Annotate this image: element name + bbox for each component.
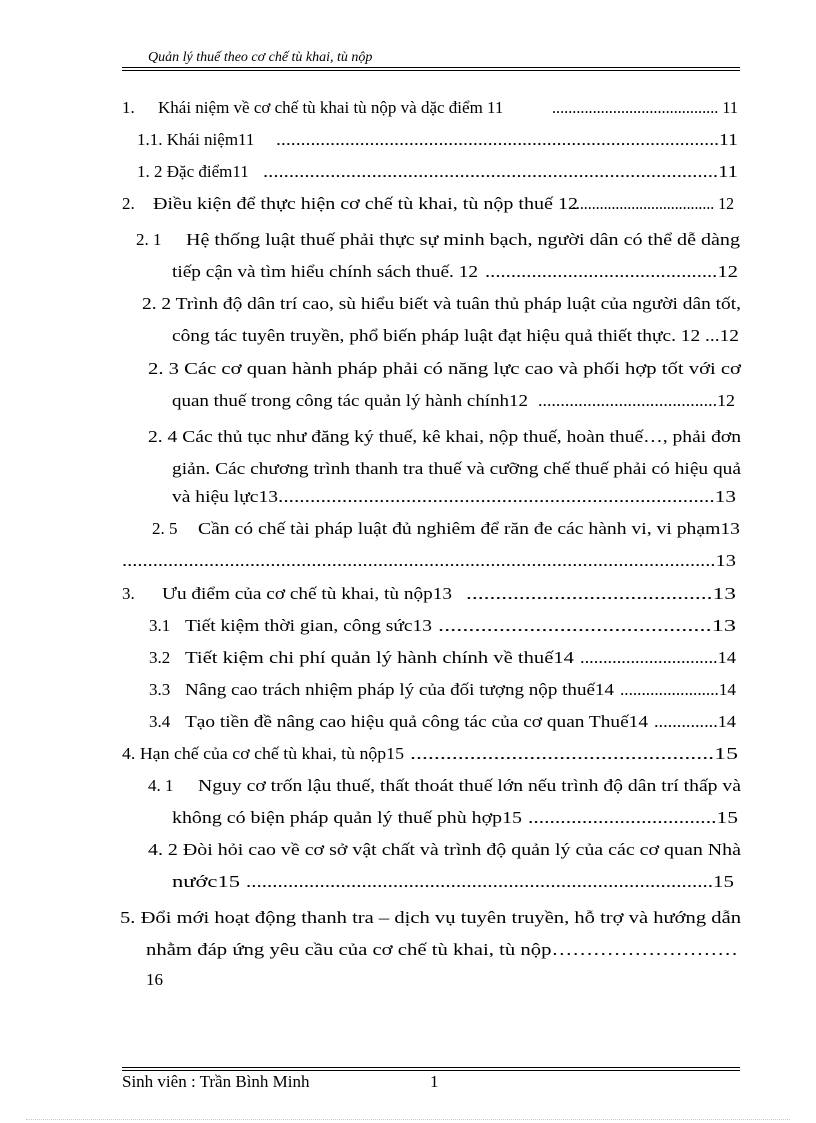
toc-text: Tạo tiền đề nâng cao hiệu quả công tác của cơ quan Thuế14 (185, 712, 648, 731)
toc-line (0, 324, 816, 348)
toc-line (0, 96, 816, 120)
toc-line (0, 646, 816, 670)
toc-text: ...................................................15 (410, 744, 738, 763)
toc-text: Tiết kiệm chi phí quản lý hành chính về thuế14 (185, 648, 574, 667)
toc-text: Điều kiện để thực hiện cơ chế tù khai, tù nộp thuế 12 (153, 194, 578, 213)
toc-line (0, 582, 816, 606)
toc-text: Hệ thống luật thuế phải thực sự minh bạch, người dân có thể dễ dàng (186, 230, 740, 249)
toc-text: giản. Các chương trình thanh tra thuế và cưỡng chế thuế phải có hiệu quả (172, 459, 741, 478)
toc-text: Nguy cơ trốn lậu thuế, thất thoát thuế lớn nếu trình độ dân trí thấp và (198, 776, 741, 795)
toc-line (0, 389, 816, 413)
toc-text: ..............................14 (580, 648, 736, 667)
toc-line (0, 678, 816, 702)
toc-text: .......................14 (620, 680, 736, 699)
toc-text: ...................................15 (528, 808, 738, 827)
toc-text: ..................................... 12 (568, 194, 734, 213)
page-edge (26, 1119, 790, 1120)
toc-text: 3.2 (149, 648, 171, 667)
toc-text: 3.3 (149, 680, 171, 699)
toc-line (0, 260, 816, 284)
toc-line (0, 457, 816, 481)
toc-line (0, 192, 816, 216)
toc-text: 1. (122, 98, 135, 117)
toc-line (0, 614, 816, 638)
toc-text: nước15 (172, 872, 240, 891)
toc-text: 16 (146, 970, 163, 989)
toc-line (0, 485, 816, 509)
toc-line (0, 710, 816, 734)
toc-text: ....................................................................................................................13 (122, 551, 736, 570)
toc-text: 4. 2 Đòi hỏi cao về cơ sở vật chất và trình độ quản lý của các cơ quan Nhà (148, 840, 741, 859)
toc-text: 4. Hạn chế của cơ chế tù khai, tù nộp15 (122, 744, 404, 763)
toc-text: 1. 2 Đặc điểm11 (137, 162, 249, 181)
toc-line (0, 806, 816, 830)
toc-text: 2. 4 Các thủ tục như đăng ký thuế, kê khai, nộp thuế, hoàn thuế…, phải đơn (148, 427, 741, 446)
toc-line (0, 549, 816, 573)
toc-text: 3.4 (149, 712, 171, 731)
header-rule-thin (122, 70, 740, 71)
toc-line (0, 838, 816, 862)
toc-text: ..............14 (654, 712, 736, 731)
toc-line (0, 774, 816, 798)
toc-text: ..................................................................................13 (278, 487, 736, 506)
toc-text: công tác tuyên truyền, phổ biến pháp luật đạt hiệu quả thiết thực. 12 ...12 (172, 326, 739, 345)
toc-text: Nâng cao trách nhiệm pháp lý của đối tượng nộp thuế14 (185, 680, 614, 699)
toc-text: ........................................12 (538, 391, 735, 410)
toc-text: 2. (122, 194, 135, 213)
toc-text: 2. 2 Trình độ dân trí cao, sù hiểu biết và tuân thủ pháp luật của người dân tốt, (142, 294, 741, 313)
toc-text: 4. 1 (148, 776, 174, 795)
footer-student-name: Sinh viên : Trần Bình Minh (122, 1072, 310, 1091)
toc-line (0, 906, 816, 930)
toc-text: ........................................................................................11 (263, 162, 738, 181)
toc-line (0, 128, 816, 152)
toc-line (0, 425, 816, 449)
toc-text: không có biện pháp quản lý thuế phù hợp15 (172, 808, 522, 827)
toc-text: Cần có chế tài pháp luật đủ nghiêm để răn đe các hành vi, vi phạm13 (198, 519, 740, 538)
toc-text: 2. 1 (136, 230, 162, 249)
toc-text: .............................................12 (485, 262, 738, 281)
toc-text: 3. (122, 584, 135, 603)
toc-line (0, 870, 816, 894)
toc-text: 2. 3 Các cơ quan hành pháp phải có năng lực cao và phối hợp tốt với cơ (148, 359, 741, 378)
page-number: 1 (430, 1072, 439, 1091)
toc-text: và hiệu lực13 (172, 487, 278, 506)
toc-text: Khái niệm về cơ chế tù khai tù nộp và dặc điểm 11 (158, 98, 504, 117)
toc-text: nhằm đáp ứng yêu cầu của cơ chế tù khai, tù nộp……………………… (146, 940, 738, 959)
toc-line (0, 938, 816, 962)
footer-rule (122, 1067, 740, 1068)
toc-text: tiếp cận và tìm hiểu chính sách thuế. 12 (172, 262, 478, 281)
toc-line (0, 292, 816, 316)
running-header-title: Quản lý thuế theo cơ chế tù khai, tù nộp (148, 50, 373, 65)
toc-line (0, 517, 816, 541)
toc-line (0, 968, 816, 992)
toc-text: 1.1. Khái niệm11 (137, 130, 255, 149)
toc-line (0, 160, 816, 184)
toc-text: 2. 5 (152, 519, 178, 538)
toc-text: 3.1 (149, 616, 171, 635)
toc-text: ......................................... 11 (552, 98, 738, 117)
toc-text: ..........................................................................................11 (276, 130, 738, 149)
toc-text: Tiết kiệm thời gian, công sức13 (185, 616, 432, 635)
toc-text: .............................................13 (438, 616, 736, 635)
toc-text: .........................................................................................15 (246, 872, 734, 891)
toc-text: 5. Đổi mới hoạt động thanh tra – dịch vụ tuyên truyền, hỗ trợ và hướng dẫn (120, 908, 741, 927)
toc-text: ..........................................13 (466, 584, 736, 603)
toc-line (0, 357, 816, 381)
toc-text: quan thuế trong công tác quản lý hành chính12 (172, 391, 528, 410)
footer-rule-thin (122, 1070, 740, 1071)
header-rule (122, 67, 740, 68)
toc-line (0, 228, 816, 252)
toc-text: Ưu điểm của cơ chế tù khai, tù nộp13 (162, 584, 452, 603)
toc-line (0, 742, 816, 766)
